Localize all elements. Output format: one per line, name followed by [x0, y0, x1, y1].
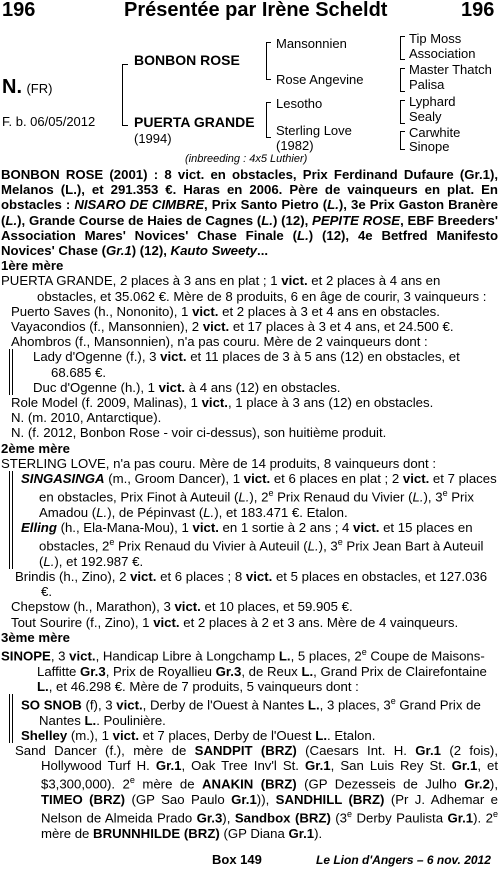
dam-dam: Sterling Love [276, 123, 352, 138]
sale-info: Le Lion d'Angers – 6 nov. 2012 [316, 853, 491, 867]
second-dam-produce: SINGASINGA (m., Groom Dancer), 1 vict. et 6 places en plat ; 2 vict. et 7 places en obstacles, Prix Finot à Auteuil (L.), 2e Prix Renaud du Vivier (L.), 3e Prix Amadou (L.), de Pépinvast (L.), et 183.471 €. Etalon. [21, 471, 497, 520]
page-title: Présentée par Irène Scheldt [124, 0, 388, 21]
box-number: Box 149 [212, 852, 262, 867]
dam-sire: Lesotho [276, 96, 323, 111]
horse-name: N. [2, 76, 22, 98]
second-dam-produce: Brindis (h., Zino), 2 vict. et 6 places ; 8 vict. et 5 places en obstacles, et 127.036 €. [15, 569, 488, 600]
first-dam-produce: Ahombros (f., Mansonnien), n'a pas couru. Mère de 2 vainqueurs dont : [11, 334, 428, 350]
third-dam-black-type-group [1, 694, 498, 743]
first-dam-produce: Role Model (f. 2009, Malinas), 1 vict., 1 place à 3 ans (12) en obstacles. [11, 395, 434, 411]
gen3-6: Sealy [409, 109, 442, 124]
second-dam-produce: Elling (h., Ela-Mana-Mou), 1 vict. en 1 sortie à 2 ans ; 4 vict. et 15 places en obstacles, 2e Prix Renaud du Vivier à Auteuil (L.), 3e Prix Jean Bart à Auteuil (L.), et 192.987 €. [21, 520, 484, 569]
grand-produce: Duc d'Ogenne (h.), 1 vict. à 4 ans (12) en obstacles. [33, 379, 341, 395]
gen3-8: Sinope [409, 139, 450, 154]
first-dam-produce: N. (m. 2010, Antarctique). [11, 410, 162, 426]
dam-year: (1994) [134, 131, 172, 146]
third-dam-paragraph: SINOPE, 3 vict., Handicap Libre à Longchamp L., 5 places, 2e Coupe de Maisons-Laffitte Gr.3, Prix de Royallieu Gr.3, de Reux L., Grand Prix de Clairefontaine L., et 46.298 €. Mère de 7 produits, 5 vainqueurs dont : [1, 647, 487, 694]
gen3-1: Tip Moss [409, 31, 462, 46]
sire-sire: Mansonnien [276, 36, 347, 51]
second-dam-black-type-group [1, 471, 498, 569]
grand-produce: Lady d'Ogenne (f.), 3 vict. et 11 places de 3 à 5 ans (12) en obstacles, et 68.685 €. [33, 349, 460, 380]
sire-paragraph: BONBON ROSE (2001) : 8 vict. en obstacles, Prix Ferdinand Dufaure (Gr.1), Melanos (L.), et 291.353 €. Haras en 2006. Père de vainqueurs en plat. En obstacles : NISARO DE CIMBRE, Prix Santo Pietro (L.), 3e Prix Gaston Branère (L.), Grande Course de Haies de Cagnes (L.) (12), PEPITE ROSE, EBF Breeders' Association Mares' Novices' Chase Finale (L.) (12), 4e Betfred Manifesto Novices' Chase (Gr.1) (12), Kauto Sweety... [1, 167, 498, 259]
first-dam-produce: Puerto Saves (h., Nononito), 1 vict. et 2 places à 3 et 4 ans en obstacles. [11, 303, 440, 319]
horse-name-block [2, 76, 52, 99]
sire-dam: Rose Angevine [276, 72, 364, 87]
third-dam-produce: Sand Dancer (f.), mère de SANDPIT (BRZ) (Caesars Int. H. Gr.1 (2 fois), Hollywood Turf H. Gr.1, Oak Tree Inv'l St. Gr.1, San Luis Rey St. Gr.1, et $3,300,000). 2e mère de ANAKIN (BRZ) (GP Dezesseis de Julho Gr.2), TIMEO (BRZ) (GP Sao Paulo Gr.1)), SANDHILL (BRZ) (Pr J. Adhemar e Nelson de Almeida Prado Gr.3), Sandbox (BRZ) (3e Derby Paulista Gr.1). 2e mère de BRUNNHILDE (BRZ) (GP Diana Gr.1). [15, 743, 499, 841]
sire-name: BONBON ROSE [134, 52, 240, 68]
second-dam-heading: 2ème mère [1, 440, 70, 456]
grand-produce-group [1, 349, 498, 395]
second-dam-produce: Tout Sourire (f., Zino), 1 vict. et 2 places à 2 et 3 ans. Mère de 4 vainqueurs. [11, 614, 459, 630]
second-dam-paragraph: STERLING LOVE, n'a pas couru. Mère de 14 produits, 8 vainqueurs dont : [1, 455, 437, 471]
gen3-7: Carwhite [409, 125, 461, 140]
horse-origin: (FR) [26, 81, 53, 96]
first-dam-paragraph: PUERTA GRANDE, 2 places à 3 ans en plat ; 1 vict. et 2 places à 4 ans en obstacles, et 35.062 €. Mère de 8 produits, 6 en âge de courir, 3 vainqueurs : [1, 273, 487, 304]
horse-birth: F. b. 06/05/2012 [2, 114, 96, 129]
third-dam-produce: SO SNOB (f), 3 vict., Derby de l'Ouest à Nantes L., 3 places, 3e Grand Prix de Nantes L.. Poulinière. [21, 696, 481, 728]
catalogue-body [1, 167, 498, 841]
second-dam-produce: Chepstow (h., Marathon), 3 vict. et 10 places, et 59.905 €. [11, 599, 353, 615]
inbreeding-note: (inbreeding : 4x5 Luthier) [185, 153, 308, 165]
gen3-2: Association [409, 46, 476, 61]
gen3-3: Master Thatch [409, 62, 492, 77]
lot-number-left: 196 [2, 0, 36, 21]
gen3-4: Palisa [409, 77, 445, 92]
first-dam-heading: 1ère mère [1, 258, 64, 274]
third-dam-heading: 3ème mère [1, 629, 70, 645]
first-dam-produce: Vayacondios (f., Mansonnien), 2 vict. et 17 places à 3 et 4 ans, et 24.500 €. [11, 319, 454, 335]
dam-dam-year: (1982) [276, 138, 314, 153]
first-dam-produce: N. (f. 2012, Bonbon Rose - voir ci-dessus), son huitième produit. [11, 425, 387, 441]
gen3-5: Lyphard [409, 94, 456, 109]
lot-number-right: 196 [461, 0, 495, 21]
third-dam-produce: Shelley (m.), 1 vict. et 7 places, Derby de l'Ouest L.. Etalon. [21, 727, 376, 743]
dam-name: PUERTA GRANDE [134, 114, 255, 130]
